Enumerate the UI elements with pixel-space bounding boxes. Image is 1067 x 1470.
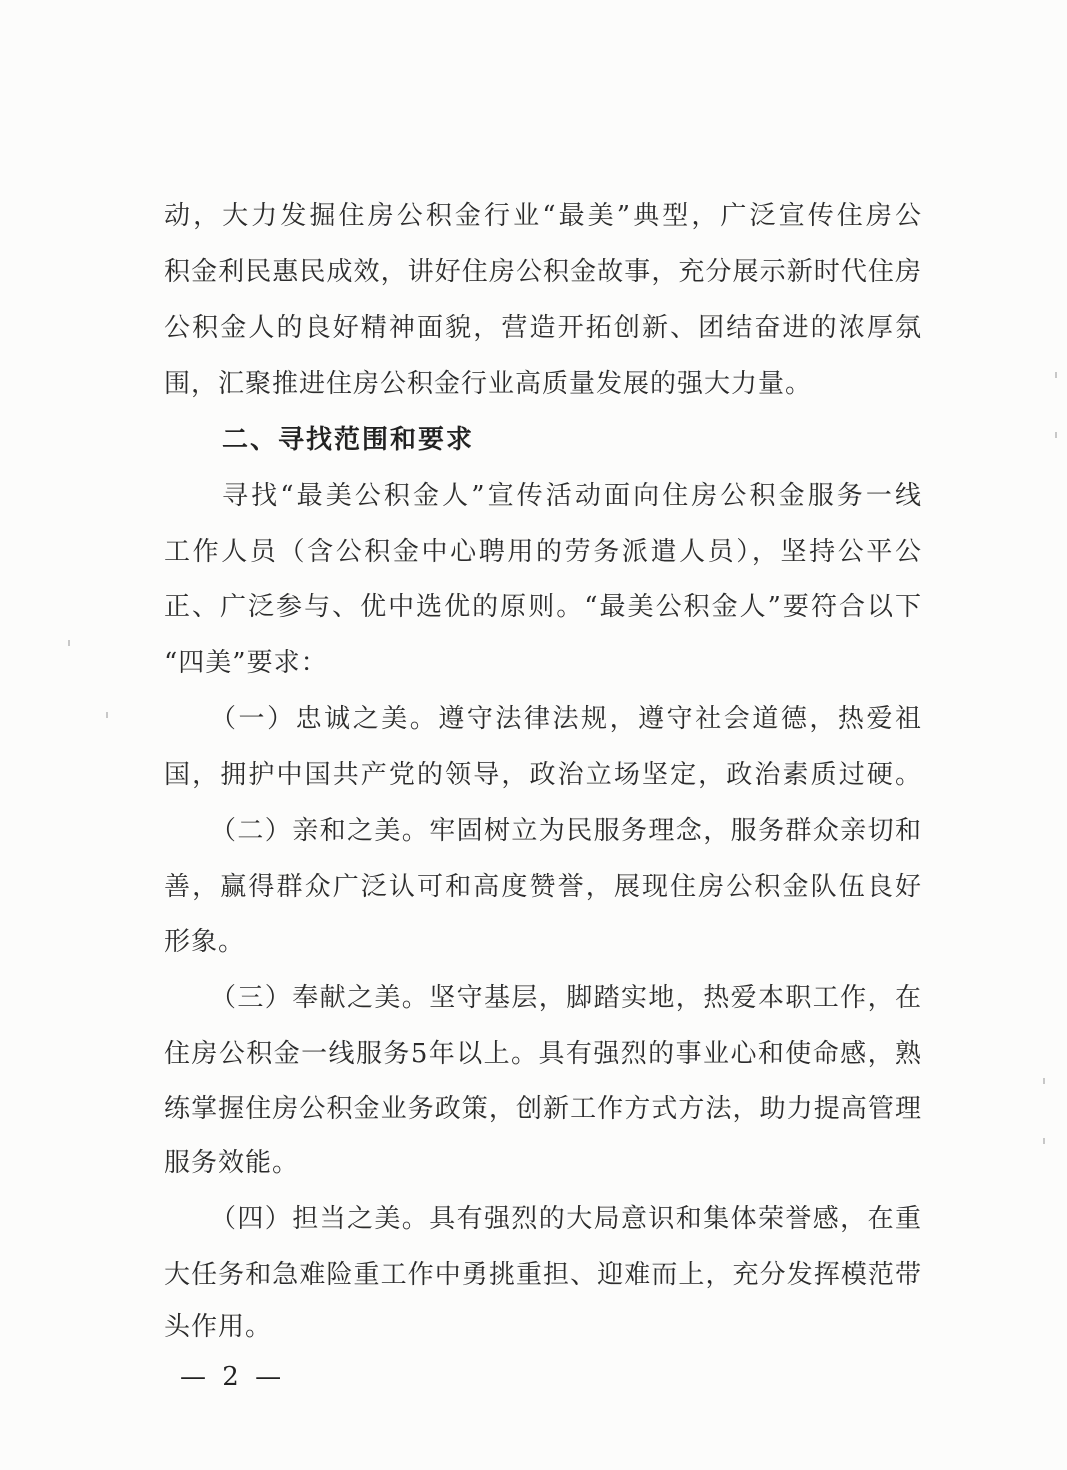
body-line-8: “四美”要求： [164,648,328,678]
body-line-3: 公积金人的良好精神面貌，营造开拓创新、团结奋进的浓厚氛 [164,313,922,343]
body-line-16: 练掌握住房公积金业务政策，创新工作方式方法，助力提高管理 [164,1094,922,1124]
body-line-5: 寻找“最美公积金人”宣传活动面向住房公积金服务一线 [222,481,922,511]
body-line-9: （一）忠诚之美。遵守法律法规，遵守社会道德，热爱祖 [210,704,922,734]
body-line-11: （二）亲和之美。牢固树立为民服务理念，服务群众亲切和 [210,816,922,846]
scan-speck [1055,372,1057,378]
body-line-4: 围，汇聚推进住房公积金行业高质量发展的强大力量。 [164,369,813,399]
section-heading: 二、寻找范围和要求 [222,425,475,455]
scan-speck [1043,1138,1045,1144]
body-line-20: 头作用。 [164,1312,273,1342]
body-line-1: 动，大力发掘住房公积金行业“最美”典型，广泛宣传住房公 [164,201,922,231]
body-line-19: 大任务和急难险重工作中勇挑重担、迎难而上，充分发挥模范带 [164,1260,922,1290]
body-line-17: 服务效能。 [164,1148,300,1178]
body-line-2: 积金利民惠民成效，讲好住房公积金故事，充分展示新时代住房 [164,257,922,287]
body-line-13: 形象。 [164,927,246,957]
body-line-18: （四）担当之美。具有强烈的大局意识和集体荣誉感，在重 [210,1204,922,1234]
scan-speck [106,712,108,718]
body-line-7: 正、广泛参与、优中选优的原则。“最美公积金人”要符合以下 [164,592,922,622]
body-line-14: （三）奉献之美。坚守基层，脚踏实地，热爱本职工作，在 [210,983,922,1013]
body-line-15: 住房公积金一线服务5年以上。具有强烈的事业心和使命感，熟 [164,1039,922,1069]
scan-speck [68,640,70,646]
body-line-6: 工作人员（含公积金中心聘用的劳务派遣人员），坚持公平公 [164,537,922,567]
page-number: — 2 — [180,1362,286,1392]
scan-speck [1043,1078,1045,1084]
body-line-10: 国，拥护中国共产党的领导，政治立场坚定，政治素质过硬。 [164,760,922,790]
scan-speck [1055,432,1057,438]
body-line-12: 善，赢得群众广泛认可和高度赞誉，展现住房公积金队伍良好 [164,872,922,902]
